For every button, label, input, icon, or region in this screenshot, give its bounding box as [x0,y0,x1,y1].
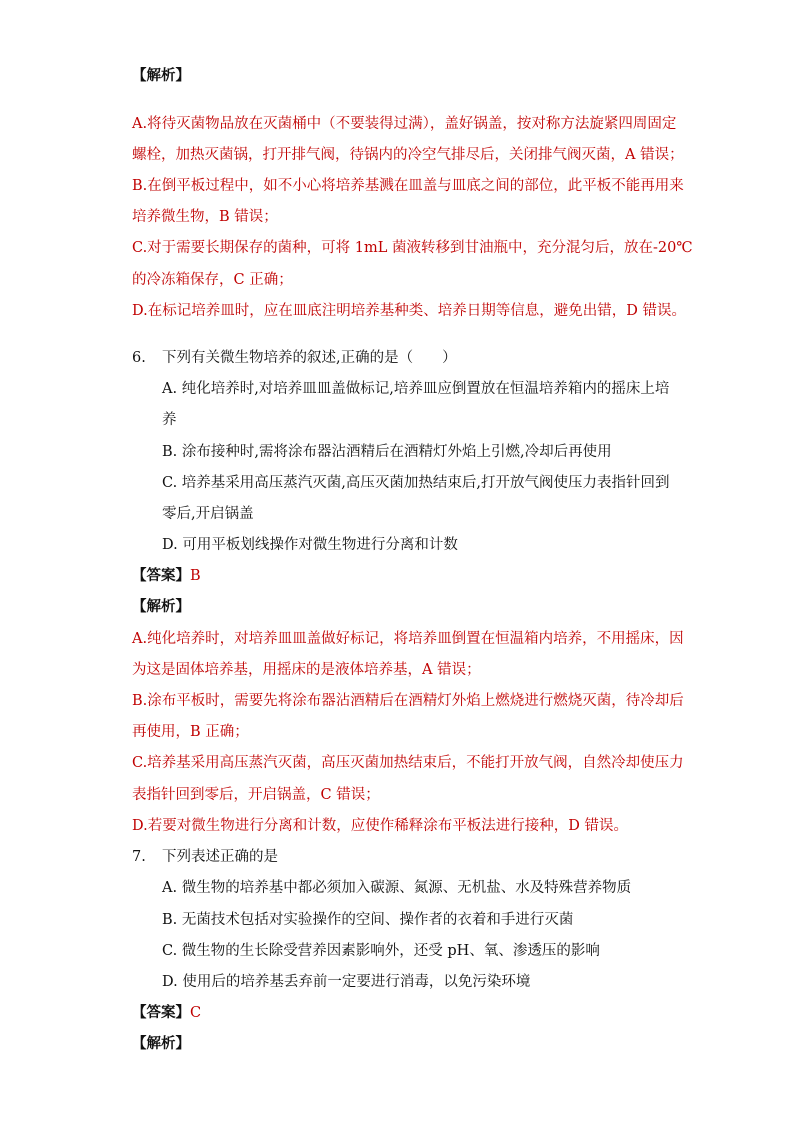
question-stem: 下列表述正确的是 [162,849,278,865]
analysis-line: B.在倒平板过程中，如不小心将培养基溅在皿盖与皿底之间的部位，此平板不能再用来 [132,178,684,194]
answer-value: B [190,568,201,584]
analysis-line: A.纯化培养时，对培养皿皿盖做好标记，将培养皿倒置在恒温箱内培养，不用摇床，因 [132,631,684,647]
answer-row [132,566,201,586]
option-c: C. 微生物的生长除受营养因素影响外，还受 pH、氧、渗透压的影响 [162,943,600,959]
analysis-line: A.将待灭菌物品放在灭菌桶中（不要装得过满），盖好锅盖，按对称方法旋紧四周固定 [132,116,677,132]
analysis-tag: 【解析】 [132,1035,190,1052]
option-a-continued: 养 [162,412,177,428]
option-a: A. 微生物的培养基中都必须加入碳源、氮源、无机盐、水及特殊营养物质 [162,880,632,896]
question-stem: 下列有关微生物培养的叙述,正确的是（ ） [162,350,457,366]
answer-value: C [190,1005,202,1021]
option-d: D. 使用后的培养基丢弃前一定要进行消毒，以免污染环境 [162,974,531,990]
analysis-line: 再使用，B 正确； [132,724,249,740]
analysis-line: D.若要对微生物进行分离和计数，应使作稀释涂布平板法进行接种，D 错误。 [132,818,628,834]
question-number: 7. [132,849,146,865]
analysis-line: D.在标记培养皿时，应在皿底注明培养基种类、培养日期等信息，避免出错，D 错误。 [132,303,686,319]
option-a: A. 纯化培养时,对培养皿皿盖做标记,培养皿应倒置放在恒温培养箱内的摇床上培 [162,381,670,397]
analysis-line: C.对于需要长期保存的菌种，可将 1mL 菌液转移到甘油瓶中，充分混匀后，放在-20℃ [132,240,693,256]
analysis-line: 为这是固体培养基，用摇床的是液体培养基，A 错误； [132,662,481,678]
option-c: C. 培养基采用高压蒸汽灭菌,高压灭菌加热结束后,打开放气阀使压力表指针回到 [162,475,670,491]
analysis-line: B.涂布平板时，需要先将涂布器沾酒精后在酒精灯外焰上燃烧进行燃烧灭菌，待冷却后 [132,693,684,709]
analysis-line: 螺栓，加热灭菌锅，打开排气阀，待锅内的冷空气排尽后，关闭排气阀灭菌，A 错误； [132,147,684,163]
analysis-tag: 【解析】 [132,67,190,84]
option-b: B. 无菌技术包括对实验操作的空间、操作者的衣着和手进行灭菌 [162,912,574,928]
option-d: D. 可用平板划线操作对微生物进行分离和计数 [162,537,458,553]
analysis-line: 培养微生物，B 错误； [132,209,278,225]
question-number: 6. [132,350,146,366]
answer-tag: 【答案】 [132,567,190,584]
analysis-line: C.培养基采用高压蒸汽灭菌，高压灭菌加热结束后，不能打开放气阀，自然冷却使压力 [132,755,684,771]
analysis-tag: 【解析】 [132,598,190,615]
answer-tag: 【答案】 [132,1004,190,1021]
analysis-line: 表指针回到零后，开启锅盖，C 错误； [132,787,380,803]
option-c-continued: 零后,开启锅盖 [162,506,254,522]
analysis-line: 的冷冻箱保存，C 正确； [132,272,293,288]
option-b: B. 涂布接种时,需将涂布器沾酒精后在酒精灯外焰上引燃,冷却后再使用 [162,444,612,460]
answer-row [132,1003,201,1023]
